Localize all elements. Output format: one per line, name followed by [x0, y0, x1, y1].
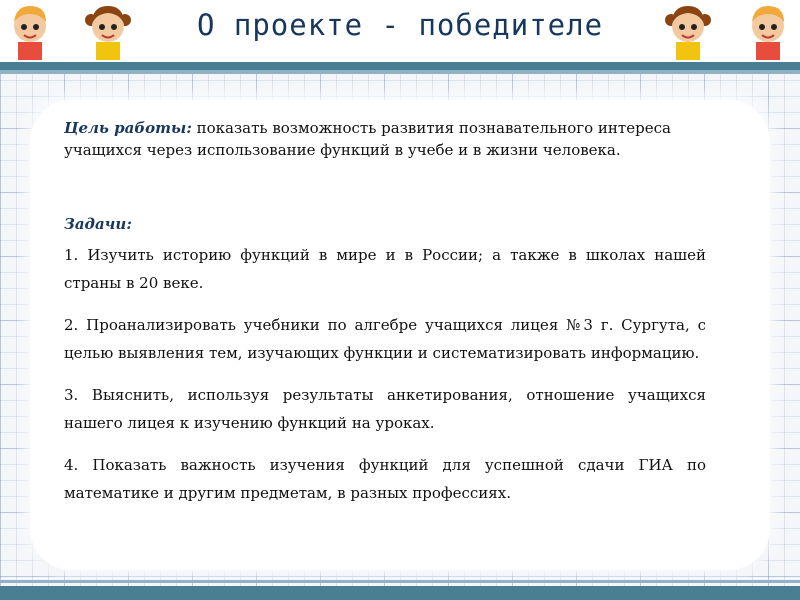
- girl-icon: [664, 0, 712, 60]
- goal-label: Цель работы:: [64, 119, 192, 137]
- task-item: 3. Выяснить, используя результаты анкетирования, отношение учащихся нашего лицея к изучению функций на уроках.: [64, 386, 706, 433]
- boy-icon: [6, 0, 54, 60]
- goal-text: показать возможность развития познавательного интереса учащихся через использование функций в учебе и в жизни человека.: [64, 119, 671, 159]
- boy-icon: [744, 0, 792, 60]
- header-bar: [0, 0, 800, 70]
- task-item: 1. Изучить историю функций в мире и в России; а также в школах нашей страны в 20 веке.: [64, 246, 706, 293]
- footer-bar: [0, 586, 800, 600]
- girl-icon: [84, 0, 132, 60]
- slide-content: [64, 118, 706, 521]
- tasks-heading: Задачи:: [64, 214, 132, 233]
- page-title: О проекте - победителе: [196, 8, 604, 42]
- task-item: 2. Проанализировать учебники по алгебре учащихся лицея №3 г. Сургута, с целью выявления тем, изучающих функции и систематизировать информацию.: [64, 316, 706, 363]
- goal-paragraph: [64, 118, 706, 162]
- task-item: 4. Показать важность изучения функций для успешной сдачи ГИА по математике и другим предметам, в разных профессиях.: [64, 456, 706, 503]
